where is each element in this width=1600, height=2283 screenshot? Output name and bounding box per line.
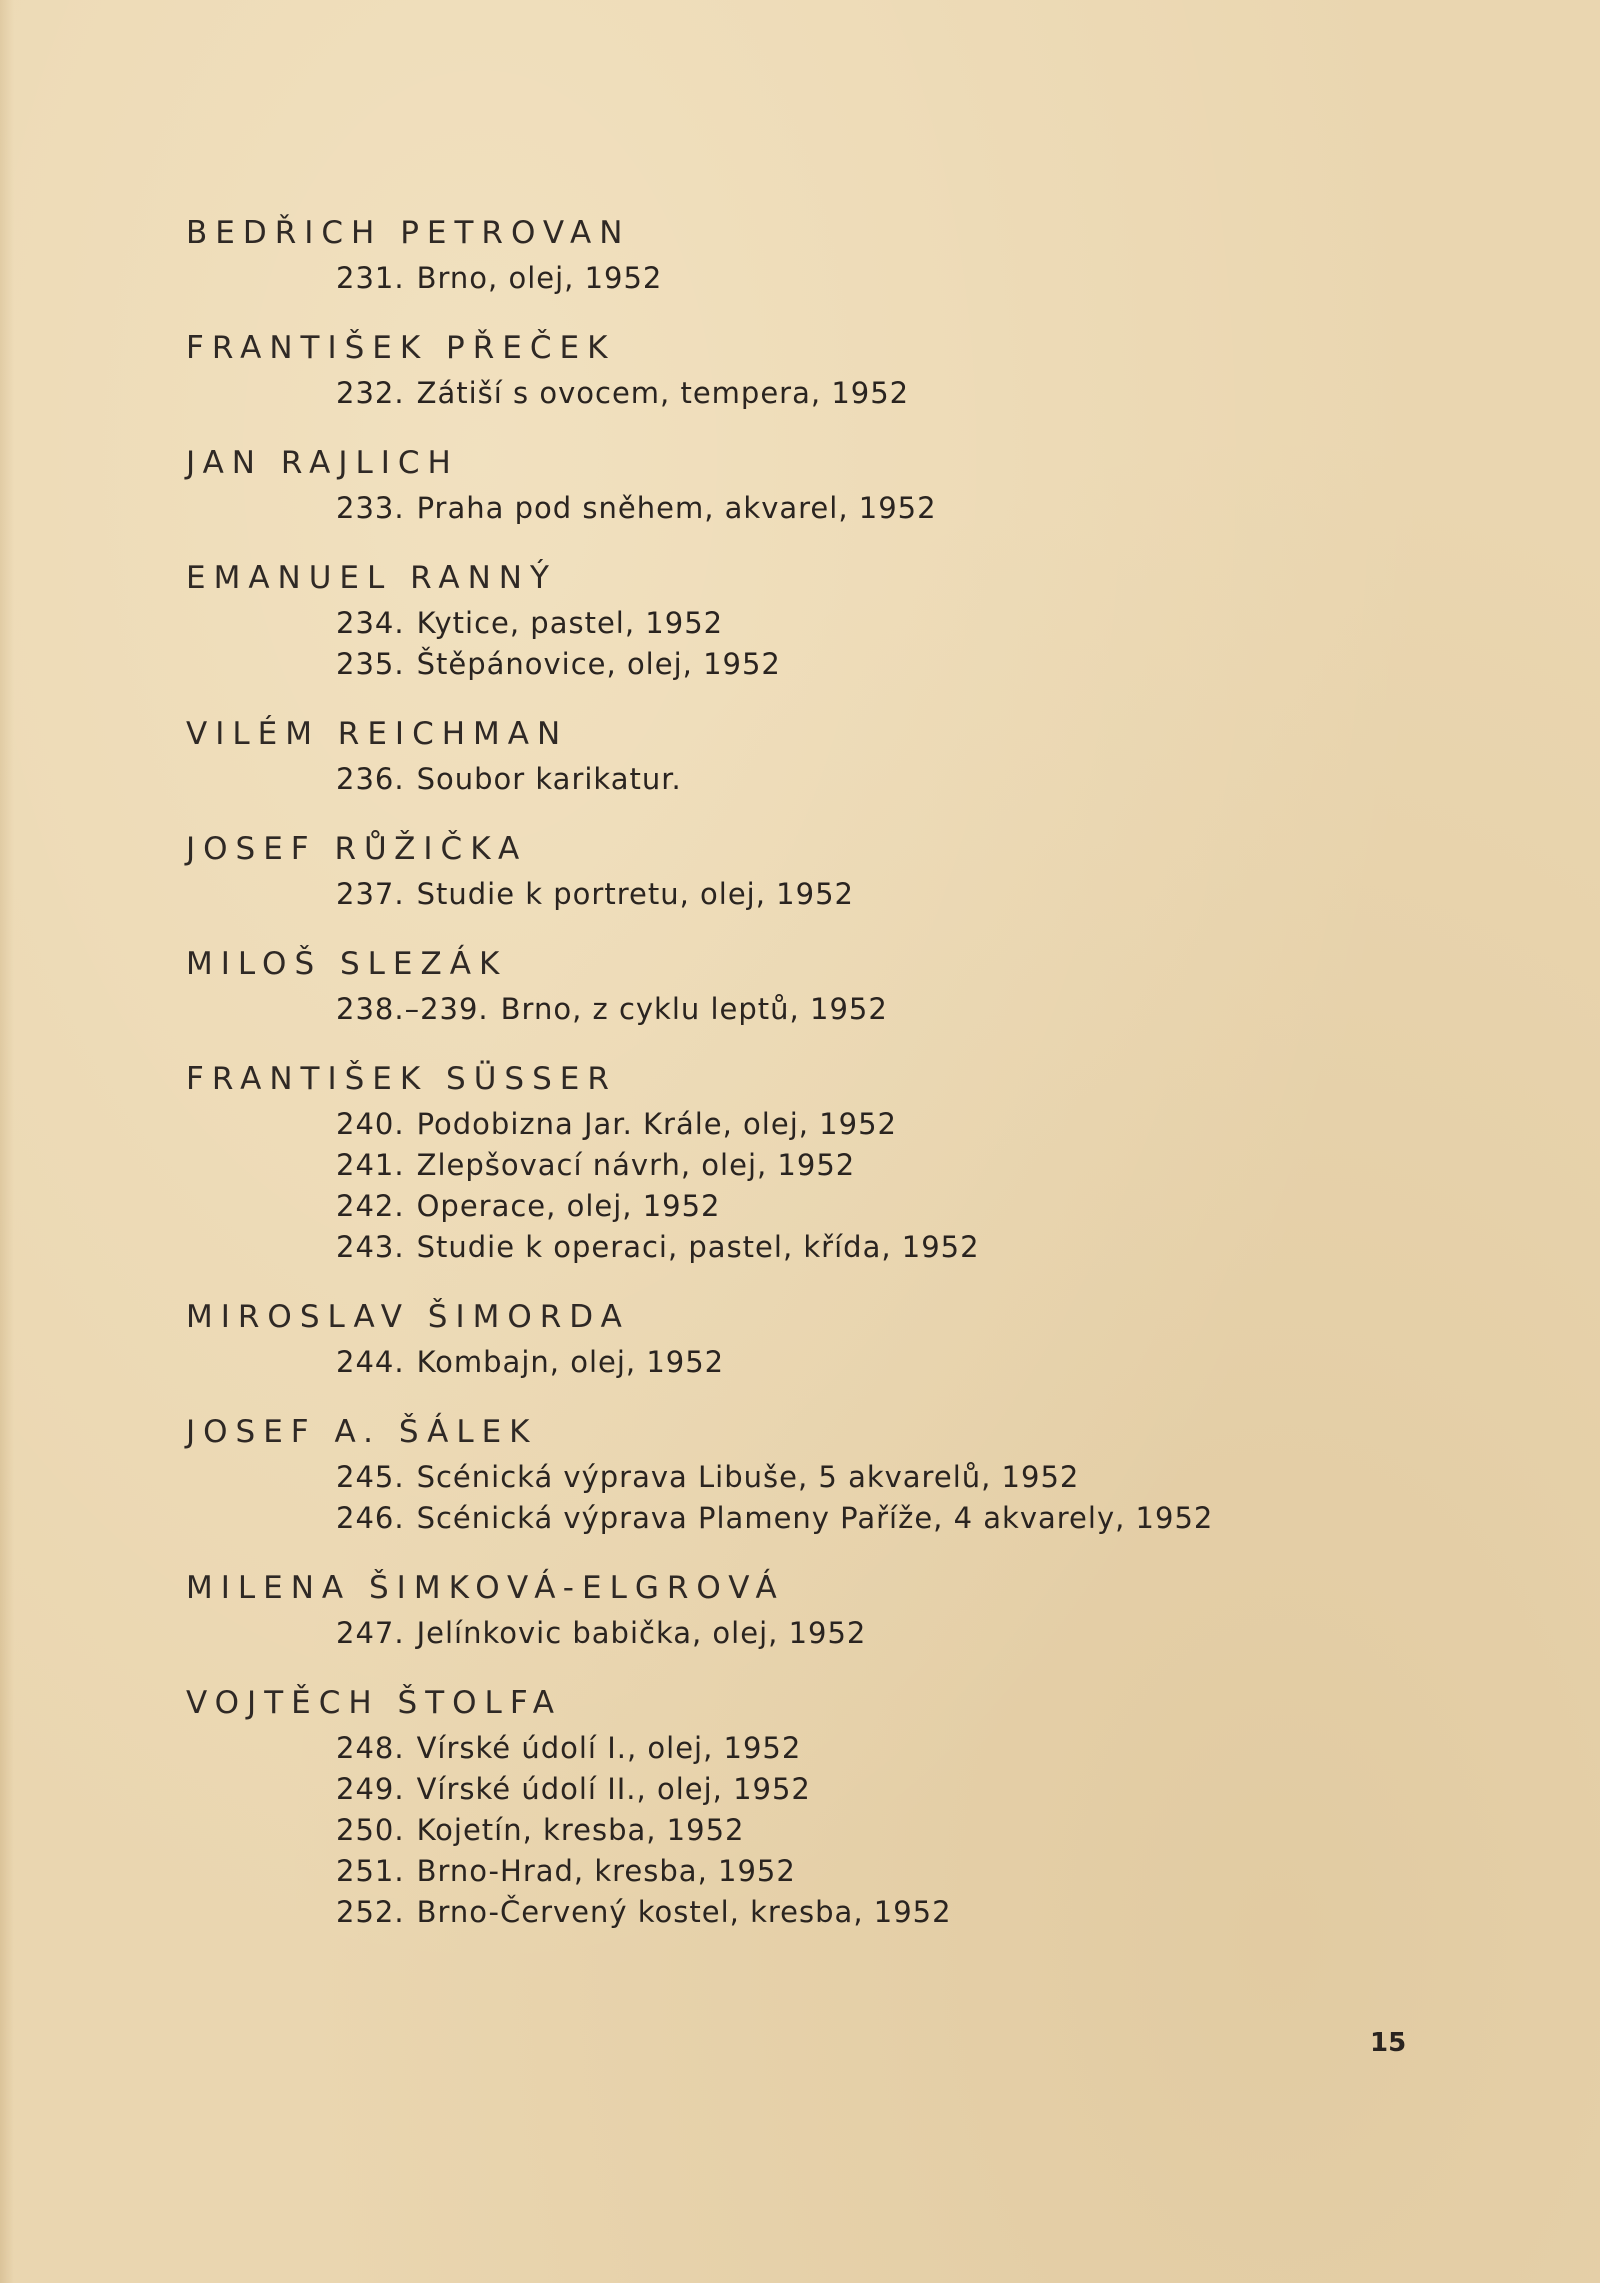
artist-name: JAN RAJLICH	[186, 445, 459, 481]
artist-name: EMANUEL RANNÝ	[186, 560, 557, 596]
work-number: 244.	[336, 1345, 405, 1379]
work-item	[336, 1892, 1386, 1933]
work-title: Operace, olej, 1952	[416, 1189, 721, 1223]
work-number: 233.	[336, 491, 405, 525]
artist-entry	[186, 939, 1386, 1030]
artist-name: MIROSLAV ŠIMORDA	[186, 1299, 630, 1335]
work-title: Brno, olej, 1952	[416, 261, 663, 295]
artist-entry	[186, 1407, 1386, 1539]
artist-name: BEDŘICH PETROVAN	[186, 215, 631, 251]
artist-name: JOSEF RŮŽIČKA	[186, 831, 528, 867]
work-title: Brno-Červený kostel, kresba, 1952	[416, 1895, 952, 1929]
work-number: 243.	[336, 1230, 405, 1264]
work-title: Zátiší s ovocem, tempera, 1952	[416, 376, 910, 410]
work-title: Štěpánovice, olej, 1952	[416, 647, 781, 681]
catalog-list	[186, 208, 1386, 1957]
work-title: Studie k portretu, olej, 1952	[416, 877, 854, 911]
work-item	[336, 488, 1386, 529]
artist-name: MILENA ŠIMKOVÁ-ELGROVÁ	[186, 1570, 785, 1606]
work-item	[336, 874, 1386, 915]
work-item	[336, 1457, 1386, 1498]
work-item	[336, 258, 1386, 299]
work-item	[336, 1104, 1386, 1145]
work-title: Scénická výprava Libuše, 5 akvarelů, 1952	[416, 1460, 1080, 1494]
work-number: 232.	[336, 376, 405, 410]
work-item	[336, 1851, 1386, 1892]
artist-entry	[186, 1678, 1386, 1933]
artist-entry	[186, 824, 1386, 915]
work-title: Kombajn, olej, 1952	[416, 1345, 725, 1379]
work-number: 234.	[336, 606, 405, 640]
works-list	[186, 1342, 1386, 1383]
work-item	[336, 1186, 1386, 1227]
artist-entry	[186, 208, 1386, 299]
work-title: Soubor karikatur.	[416, 762, 682, 796]
work-number: 236.	[336, 762, 405, 796]
work-item	[336, 989, 1386, 1030]
artist-name: VILÉM REICHMAN	[186, 716, 569, 752]
artist-entry	[186, 438, 1386, 529]
work-number: 247.	[336, 1616, 405, 1650]
work-title: Zlepšovací návrh, olej, 1952	[416, 1148, 856, 1182]
works-list	[186, 1457, 1386, 1539]
work-number: 250.	[336, 1813, 405, 1847]
work-title: Brno-Hrad, kresba, 1952	[416, 1854, 796, 1888]
work-number: 249.	[336, 1772, 405, 1806]
work-number: 252.	[336, 1895, 405, 1929]
work-title: Brno, z cyklu leptů, 1952	[500, 992, 888, 1026]
work-item	[336, 1728, 1386, 1769]
works-list	[186, 1613, 1386, 1654]
work-item	[336, 644, 1386, 685]
artist-name: JOSEF A. ŠÁLEK	[186, 1414, 538, 1450]
work-title: Jelínkovic babička, olej, 1952	[416, 1616, 867, 1650]
work-title: Vírské údolí I., olej, 1952	[416, 1731, 802, 1765]
artist-entry	[186, 1292, 1386, 1383]
work-item	[336, 759, 1386, 800]
work-title: Vírské údolí II., olej, 1952	[416, 1772, 811, 1806]
work-number: 238.–239.	[336, 992, 489, 1026]
works-list	[186, 874, 1386, 915]
work-item	[336, 373, 1386, 414]
work-number: 248.	[336, 1731, 405, 1765]
artist-entry	[186, 323, 1386, 414]
work-number: 251.	[336, 1854, 405, 1888]
work-title: Kojetín, kresba, 1952	[416, 1813, 745, 1847]
work-title: Praha pod sněhem, akvarel, 1952	[416, 491, 937, 525]
work-title: Podobizna Jar. Krále, olej, 1952	[416, 1107, 897, 1141]
work-item	[336, 1810, 1386, 1851]
works-list	[186, 603, 1386, 685]
work-number: 245.	[336, 1460, 405, 1494]
artist-entry	[186, 553, 1386, 685]
work-title: Studie k operaci, pastel, křída, 1952	[416, 1230, 980, 1264]
works-list	[186, 1728, 1386, 1933]
artist-name: MILOŠ SLEZÁK	[186, 946, 508, 982]
artist-name: VOJTĚCH ŠTOLFA	[186, 1685, 563, 1721]
work-number: 246.	[336, 1501, 405, 1535]
work-item	[336, 1769, 1386, 1810]
work-number: 241.	[336, 1148, 405, 1182]
works-list	[186, 488, 1386, 529]
artist-name: FRANTIŠEK PŘEČEK	[186, 330, 616, 366]
work-number: 231.	[336, 261, 405, 295]
work-title: Scénická výprava Plameny Paříže, 4 akvarely, 1952	[416, 1501, 1214, 1535]
works-list	[186, 1104, 1386, 1268]
work-item	[336, 1342, 1386, 1383]
artist-entry	[186, 1054, 1386, 1268]
work-item	[336, 603, 1386, 644]
page-number: 15	[1370, 2028, 1407, 2058]
work-item	[336, 1498, 1386, 1539]
works-list	[186, 989, 1386, 1030]
works-list	[186, 258, 1386, 299]
works-list	[186, 759, 1386, 800]
artist-entry	[186, 1563, 1386, 1654]
work-number: 240.	[336, 1107, 405, 1141]
artist-name: FRANTIŠEK SÜSSER	[186, 1061, 617, 1097]
artist-entry	[186, 709, 1386, 800]
work-item	[336, 1613, 1386, 1654]
work-number: 235.	[336, 647, 405, 681]
work-item	[336, 1227, 1386, 1268]
work-item	[336, 1145, 1386, 1186]
work-number: 237.	[336, 877, 405, 911]
works-list	[186, 373, 1386, 414]
work-number: 242.	[336, 1189, 405, 1223]
work-title: Kytice, pastel, 1952	[416, 606, 724, 640]
